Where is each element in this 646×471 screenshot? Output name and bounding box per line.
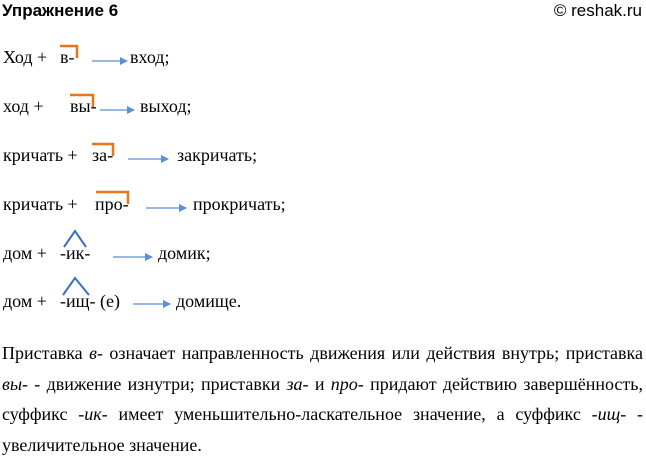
text: означает направленность движения или действия внутрь; приставка (102, 343, 643, 363)
example-result: домик; (158, 243, 211, 263)
prefix-mark (96, 192, 128, 204)
morpheme-italic: -ищ- (591, 404, 627, 424)
morpheme-italic: в- (89, 343, 103, 363)
example-base: кричать + (3, 194, 78, 214)
morpheme-italic: вы- (2, 373, 28, 394)
example-morpheme: за- (92, 145, 114, 165)
text: - движение изнутри; приставки (28, 373, 287, 394)
example-result: закричать; (177, 145, 258, 165)
example-base: Ход + (3, 47, 48, 67)
example-morpheme: -ик- (60, 243, 91, 263)
text: - увеличительное значение. (2, 404, 643, 455)
example-result: домище. (176, 291, 242, 311)
text: придают действию завершённость, суффикс (2, 373, 643, 424)
morpheme-italic: про- (330, 373, 364, 394)
morpheme-italic: за- (286, 373, 309, 394)
example-base: дом + (3, 291, 47, 311)
example-extra: (е) (100, 291, 120, 311)
text: Приставка (2, 343, 90, 363)
example-morpheme: -ищ- (60, 291, 96, 311)
example-morpheme: в- (60, 47, 75, 67)
prefix-mark (60, 46, 77, 58)
prefix-mark (92, 144, 113, 156)
example-base: ход + (3, 96, 44, 116)
exercise-title: Упражнение 6 (2, 1, 119, 20)
morpheme-italic: -ик- (78, 404, 108, 424)
site-credit: © reshak.ru (553, 1, 642, 20)
example-base: кричать + (3, 145, 78, 165)
prefix-mark (70, 95, 93, 107)
example-result: вход; (130, 47, 170, 67)
example-morpheme: вы- (70, 96, 97, 116)
text: имеет уменьшительно-ласкательное значение, а суффикс (107, 404, 592, 424)
example-result: прокричать; (193, 194, 286, 214)
suffix-mark (63, 278, 89, 295)
example-morpheme: про- (95, 194, 129, 214)
suffix-mark (64, 231, 86, 247)
example-result: выход; (140, 96, 192, 116)
example-base: дом + (3, 243, 47, 263)
explanation-paragraph (2, 338, 643, 460)
text: и (308, 373, 331, 394)
